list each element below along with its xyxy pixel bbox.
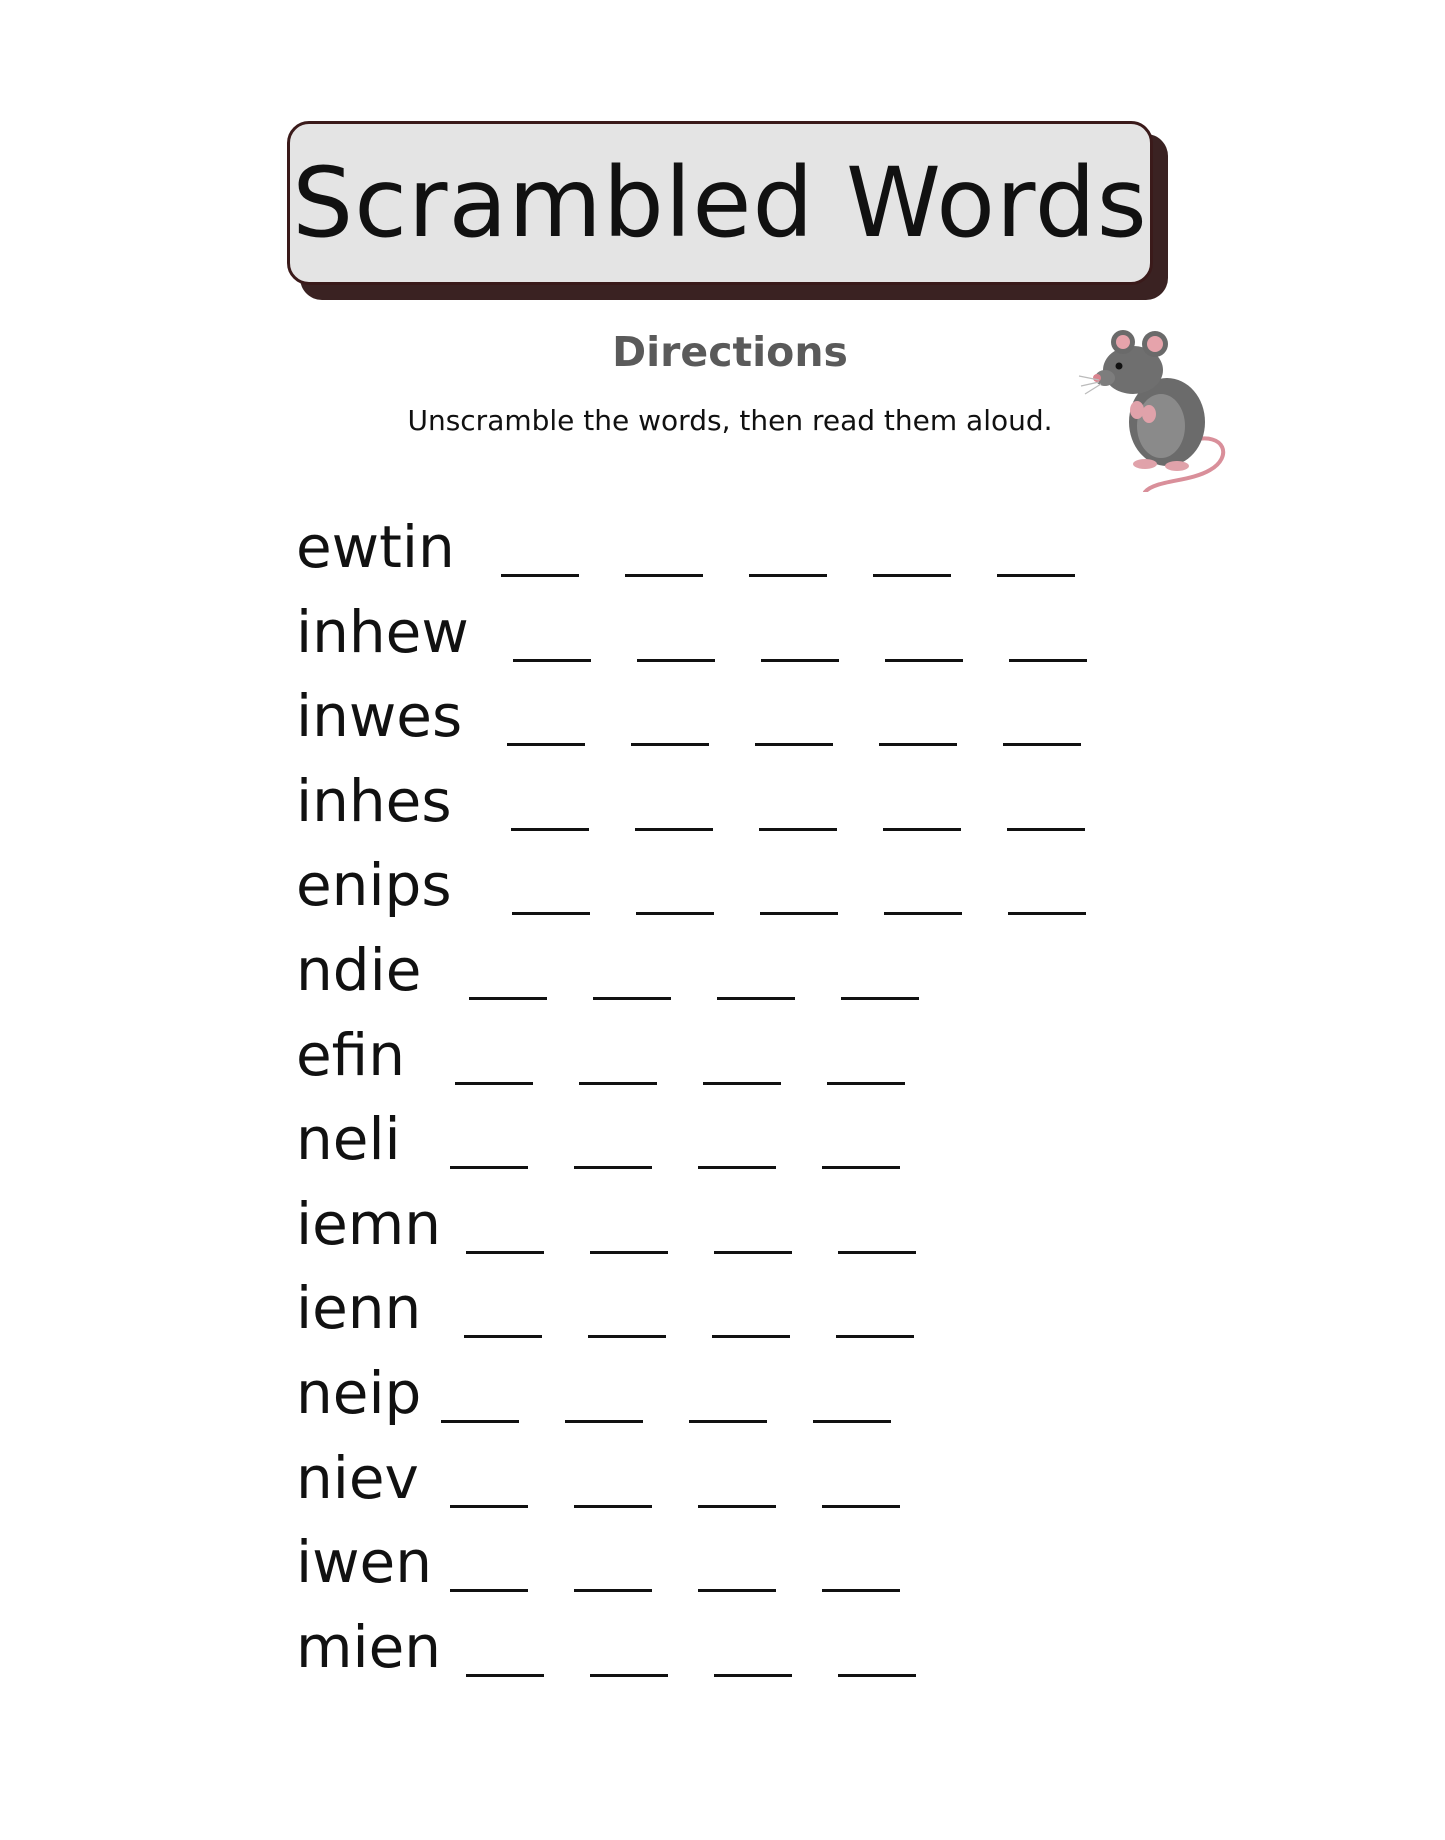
letter-blank[interactable] bbox=[879, 743, 957, 746]
answer-blanks[interactable] bbox=[512, 912, 1132, 915]
letter-blank[interactable] bbox=[760, 912, 838, 915]
letter-blank[interactable] bbox=[512, 912, 590, 915]
letter-blank[interactable] bbox=[450, 1166, 528, 1169]
letter-blank[interactable] bbox=[822, 1166, 900, 1169]
word-row bbox=[296, 1104, 1133, 1189]
answer-blanks[interactable] bbox=[511, 828, 1131, 831]
letter-blank[interactable] bbox=[1008, 912, 1086, 915]
letter-blank[interactable] bbox=[698, 1166, 776, 1169]
word-row bbox=[296, 1527, 1133, 1612]
answer-blanks[interactable] bbox=[466, 1674, 962, 1677]
letter-blank[interactable] bbox=[883, 828, 961, 831]
letter-blank[interactable] bbox=[574, 1589, 652, 1592]
scrambled-word: mien bbox=[296, 1612, 442, 1681]
letter-blank[interactable] bbox=[885, 659, 963, 662]
scrambled-word: ndie bbox=[296, 935, 422, 1004]
word-row bbox=[296, 766, 1133, 851]
letter-blank[interactable] bbox=[590, 1251, 668, 1254]
letter-blank[interactable] bbox=[513, 659, 591, 662]
scrambled-word: ienn bbox=[296, 1274, 422, 1343]
scrambled-word: niev bbox=[296, 1443, 419, 1512]
letter-blank[interactable] bbox=[574, 1166, 652, 1169]
letter-blank[interactable] bbox=[635, 828, 713, 831]
letter-blank[interactable] bbox=[464, 1335, 542, 1338]
scrambled-word: inwes bbox=[296, 682, 463, 751]
word-row bbox=[296, 1273, 1133, 1358]
answer-blanks[interactable] bbox=[441, 1420, 937, 1423]
letter-blank[interactable] bbox=[822, 1589, 900, 1592]
answer-blanks[interactable] bbox=[507, 743, 1127, 746]
answer-blanks[interactable] bbox=[466, 1251, 962, 1254]
answer-blanks[interactable] bbox=[450, 1166, 946, 1169]
letter-blank[interactable] bbox=[637, 659, 715, 662]
answer-blanks[interactable] bbox=[450, 1505, 946, 1508]
scrambled-word: inhew bbox=[296, 597, 469, 666]
answer-blanks[interactable] bbox=[501, 574, 1121, 577]
letter-blank[interactable] bbox=[441, 1420, 519, 1423]
directions-heading: Directions bbox=[612, 328, 848, 376]
letter-blank[interactable] bbox=[838, 1251, 916, 1254]
letter-blank[interactable] bbox=[636, 912, 714, 915]
letter-blank[interactable] bbox=[579, 1082, 657, 1085]
scrambled-word: iwen bbox=[296, 1528, 432, 1597]
scrambled-word: ewtin bbox=[296, 513, 455, 581]
scrambled-word: efin bbox=[296, 1020, 405, 1089]
letter-blank[interactable] bbox=[689, 1420, 767, 1423]
word-row bbox=[296, 1358, 1133, 1443]
mouse-icon bbox=[1075, 322, 1235, 492]
letter-blank[interactable] bbox=[714, 1674, 792, 1677]
page-title: Scrambled Words bbox=[292, 147, 1148, 259]
letter-blank[interactable] bbox=[565, 1420, 643, 1423]
word-row bbox=[296, 1612, 1133, 1697]
letter-blank[interactable] bbox=[717, 997, 795, 1000]
letter-blank[interactable] bbox=[511, 828, 589, 831]
letter-blank[interactable] bbox=[698, 1505, 776, 1508]
letter-blank[interactable] bbox=[593, 997, 671, 1000]
letter-blank[interactable] bbox=[703, 1082, 781, 1085]
letter-blank[interactable] bbox=[759, 828, 837, 831]
letter-blank[interactable] bbox=[749, 574, 827, 577]
letter-blank[interactable] bbox=[838, 1674, 916, 1677]
word-row bbox=[296, 935, 1133, 1020]
letter-blank[interactable] bbox=[455, 1082, 533, 1085]
letter-blank[interactable] bbox=[755, 743, 833, 746]
letter-blank[interactable] bbox=[884, 912, 962, 915]
letter-blank[interactable] bbox=[761, 659, 839, 662]
letter-blank[interactable] bbox=[574, 1505, 652, 1508]
answer-blanks[interactable] bbox=[469, 997, 965, 1000]
letter-blank[interactable] bbox=[1003, 743, 1081, 746]
word-row bbox=[296, 597, 1133, 682]
letter-blank[interactable] bbox=[1009, 659, 1087, 662]
letter-blank[interactable] bbox=[712, 1335, 790, 1338]
letter-blank[interactable] bbox=[1007, 828, 1085, 831]
letter-blank[interactable] bbox=[625, 574, 703, 577]
letter-blank[interactable] bbox=[997, 574, 1075, 577]
letter-blank[interactable] bbox=[631, 743, 709, 746]
letter-blank[interactable] bbox=[469, 997, 547, 1000]
scrambled-word: neip bbox=[296, 1358, 422, 1427]
word-row bbox=[296, 1020, 1133, 1105]
letter-blank[interactable] bbox=[466, 1251, 544, 1254]
letter-blank[interactable] bbox=[466, 1674, 544, 1677]
answer-blanks[interactable] bbox=[450, 1589, 946, 1592]
letter-blank[interactable] bbox=[813, 1420, 891, 1423]
word-row bbox=[296, 1443, 1133, 1528]
word-list bbox=[296, 512, 1133, 1696]
letter-blank[interactable] bbox=[698, 1589, 776, 1592]
letter-blank[interactable] bbox=[450, 1505, 528, 1508]
letter-blank[interactable] bbox=[836, 1335, 914, 1338]
title-banner bbox=[287, 121, 1153, 285]
letter-blank[interactable] bbox=[590, 1674, 668, 1677]
answer-blanks[interactable] bbox=[464, 1335, 960, 1338]
letter-blank[interactable] bbox=[588, 1335, 666, 1338]
letter-blank[interactable] bbox=[507, 743, 585, 746]
scrambled-word: neli bbox=[296, 1105, 401, 1174]
scrambled-word: enips bbox=[296, 851, 452, 920]
word-row bbox=[296, 512, 1133, 597]
word-row bbox=[296, 681, 1133, 766]
answer-blanks[interactable] bbox=[455, 1082, 951, 1085]
letter-blank[interactable] bbox=[714, 1251, 792, 1254]
letter-blank[interactable] bbox=[501, 574, 579, 577]
letter-blank[interactable] bbox=[827, 1082, 905, 1085]
letter-blank[interactable] bbox=[450, 1589, 528, 1592]
letter-blank[interactable] bbox=[822, 1505, 900, 1508]
letter-blank[interactable] bbox=[841, 997, 919, 1000]
word-row bbox=[296, 850, 1133, 935]
scrambled-word: iemn bbox=[296, 1189, 442, 1258]
answer-blanks[interactable] bbox=[513, 659, 1133, 662]
directions-text: Unscramble the words, then read them aloud. bbox=[407, 404, 1053, 437]
scrambled-word: inhes bbox=[296, 766, 452, 835]
word-row bbox=[296, 1189, 1133, 1274]
letter-blank[interactable] bbox=[873, 574, 951, 577]
